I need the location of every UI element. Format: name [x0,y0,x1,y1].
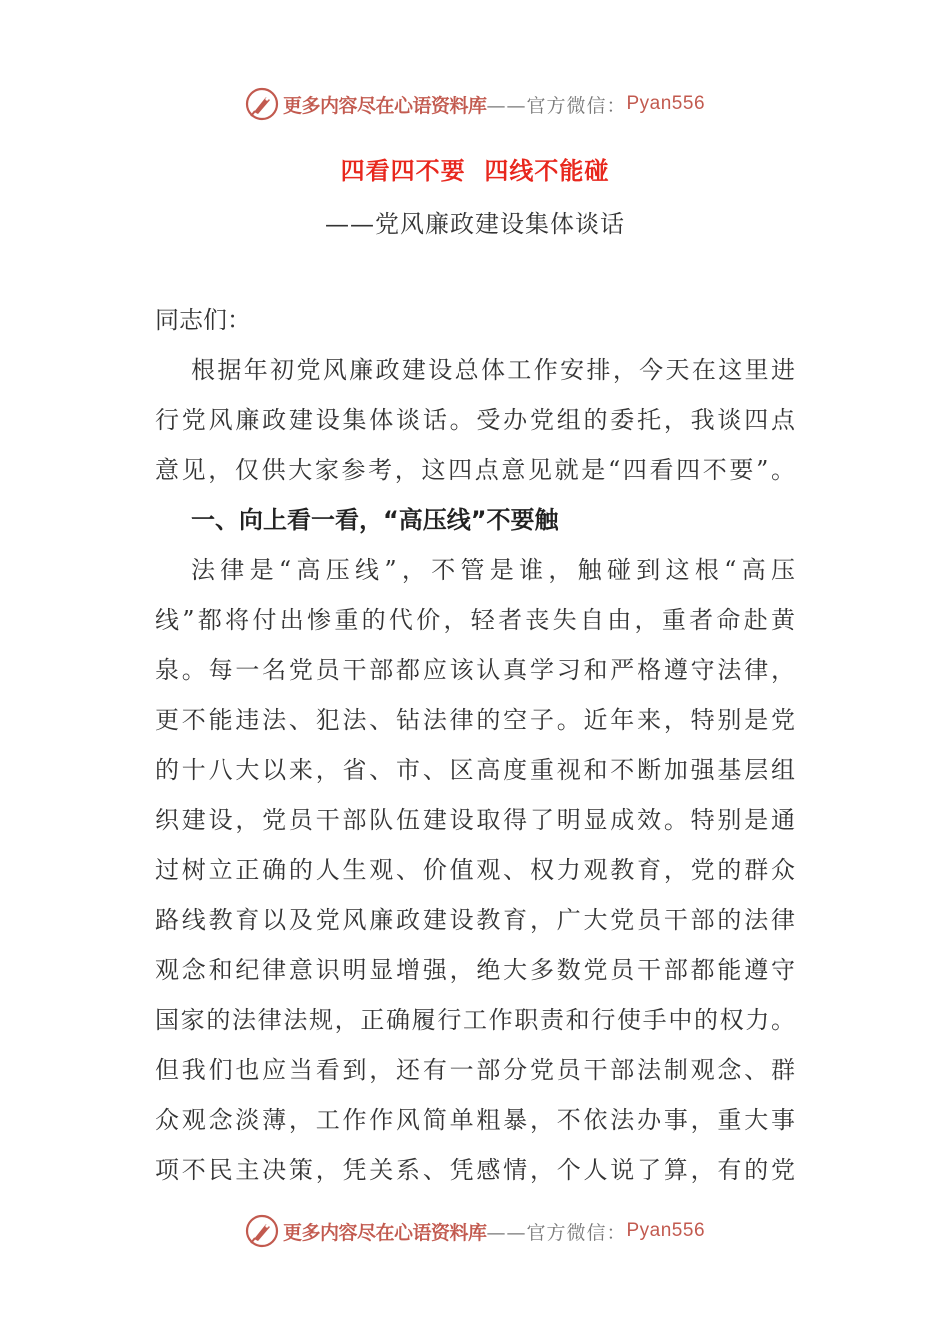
document-title: 四看四不要 四线不能碰 [340,157,610,185]
body-line: 泉。每一名党员干部都应该认真学习和严格遵守法律， [155,656,795,684]
banner-sub-text: ——官方微信： [486,1221,627,1244]
body-line: 众观念淡薄，工作作风简单粗暴，不依法办事，重大事 [155,1106,795,1134]
section-heading: 一、向上看一看，“高压线”不要触 [191,506,559,534]
body-line: 观念和纪律意识明显增强，绝大多数党员干部都能遵守 [155,956,795,984]
body-line: 国家的法律法规，正确履行工作职责和行使手中的权力。 [155,1006,795,1034]
body-line: 意见，仅供大家参考，这四点意见就是“四看四不要”。 [155,456,795,484]
body-line: 但我们也应当看到，还有一部分党员干部法制观念、群 [155,1056,795,1084]
body-line: 更不能违法、犯法、钻法律的空子。近年来，特别是党 [155,706,795,734]
banner-main-text: 更多内容尽在心语资料库 [282,94,487,117]
body-line: 的十八大以来，省、市、区高度重视和不断加强基层组 [155,756,795,784]
body-line: 路线教育以及党风廉政建设教育，广大党员干部的法律 [155,906,795,934]
body-line: 项不民主决策，凭关系、凭感情，个人说了算，有的党 [155,1156,795,1184]
body-line: 线”都将付出惨重的代价，轻者丧失自由，重者命赴黄 [155,606,795,634]
body-line: 织建设，党员干部队伍建设取得了明显成效。特别是通 [155,806,795,834]
body-line: 行党风廉政建设集体谈话。受办党组的委托，我谈四点 [155,406,795,434]
body-line: 过树立正确的人生观、价值观、权力观教育，党的群众 [155,856,795,884]
pen-nib-logo-icon [245,87,279,121]
document-subtitle: ——党风廉政建设集体谈话 [325,210,625,238]
banner-wechat-id: Pyan556 [626,93,706,114]
top-watermark-banner [0,84,950,124]
salutation: 同志们： [155,306,251,334]
pen-nib-logo-icon [245,1214,279,1248]
banner-wechat-id: Pyan556 [626,1220,706,1241]
body-line: 根据年初党风廉政建设总体工作安排，今天在这里进 [191,356,795,384]
body-line: 法律是“高压线”，不管是谁，触碰到这根“高压 [191,556,795,584]
banner-main-text: 更多内容尽在心语资料库 [282,1221,487,1244]
bottom-watermark-banner [0,1211,950,1251]
banner-sub-text: ——官方微信： [486,94,627,117]
